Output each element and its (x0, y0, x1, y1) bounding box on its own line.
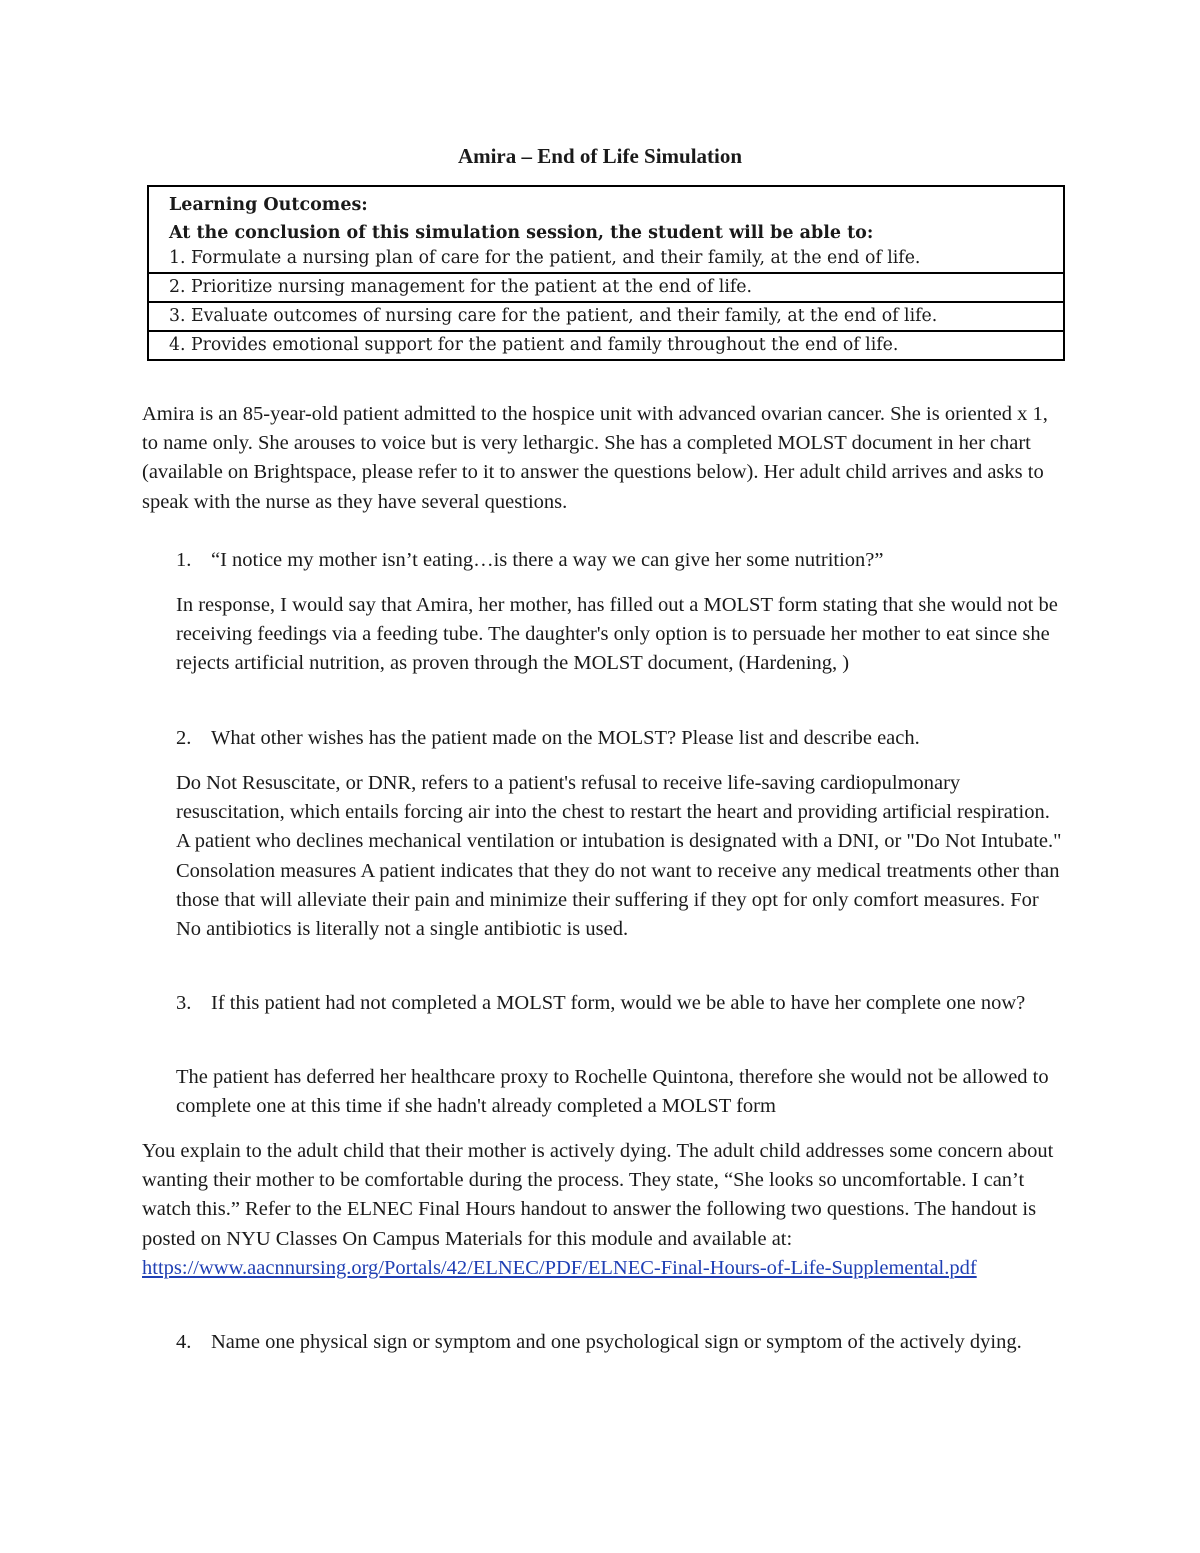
question-text: “I notice my mother isn’t eating…is there a way we can give her some nutrition?” (211, 549, 884, 571)
question-number: 1. (176, 549, 192, 571)
page-title: Amira – End of Life Simulation (457, 144, 743, 168)
outcome-item: 1. Formulate a nursing plan of care for the patient, and their family, at the end of life. (169, 248, 921, 268)
learning-outcomes-table (147, 185, 1065, 361)
followup-text: You explain to the adult child that their mother is actively dying. The adult child addresses some concern about wanting their mother to be comfortable during the process. They state, “She looks so uncomfortable. I can’t watch this.” Refer to the ELNEC Final Hours handout to answer the following two questions. The handout is posted on NYU Classes On Campus Materials for this module and available at: (142, 1140, 1054, 1250)
outcomes-header (149, 187, 1063, 247)
outcome-item: 4. Provides emotional support for the patient and family throughout the end of life. (149, 330, 1063, 359)
question-text: Name one physical sign or symptom and one psychological sign or symptom of the actively dying. (211, 1331, 1022, 1353)
question-number: 3. (176, 992, 192, 1014)
answer-3: The patient has deferred her healthcare proxy to Rochelle Quintona, therefore she would not be allowed to complete one at this time if she hadn't already completed a MOLST form (176, 1066, 1049, 1118)
question-text: What other wishes has the patient made on the MOLST? Please list and describe each. (211, 727, 920, 749)
intro-paragraph: Amira is an 85-year-old patient admitted to the hospice unit with advanced ovarian cancer. She is oriented x 1, to name only. She arouses to voice but is very lethargic. She has a completed MOLST document in her chart (available on Brightspace, please refer to it to answer the questions below). Her adult child arrives and asks to speak with the nurse as they have several questions. (142, 403, 1048, 513)
question-text: If this patient had not completed a MOLST form, would we be able to have her complete one now? (211, 992, 1026, 1014)
outcomes-heading: Learning Outcomes: (169, 195, 368, 215)
outcomes-subheading: At the conclusion of this simulation session, the student will be able to: (169, 223, 874, 243)
outcome-item: 2. Prioritize nursing management for the patient at the end of life. (149, 272, 1063, 301)
followup-paragraph (142, 1137, 1067, 1283)
answer-1: In response, I would say that Amira, her mother, has filled out a MOLST form stating that she would not be receiving feedings via a feeding tube. The daughter's only option is to persuade her mother to eat since she rejects artificial nutrition, as proven through the MOLST document, (Hardening, ) (176, 594, 1058, 675)
question-number: 4. (176, 1331, 192, 1353)
question-number: 2. (176, 727, 192, 749)
answer-2: Do Not Resuscitate, or DNR, refers to a patient's refusal to receive life-saving cardiopulmonary resuscitation, which entails forcing air into the chest to restart the heart and providing artificial respiration. A patient who declines mechanical ventilation or intubation is designated with a DNI, or "Do Not Intubate." Consolation measures A patient indicates that they do not want to receive any medical treatments other than those that will alleviate their pain and minimize their suffering if they opt for only comfort measures. For No antibiotics is literally not a single antibiotic is used. (176, 772, 1062, 941)
outcome-item: 3. Evaluate outcomes of nursing care for the patient, and their family, at the end of life. (149, 301, 1063, 330)
elnec-handout-link[interactable]: https://www.aacnnursing.org/Portals/42/ELNEC/PDF/ELNEC-Final-Hours-of-Life-Supplemental.pdf (142, 1256, 977, 1279)
